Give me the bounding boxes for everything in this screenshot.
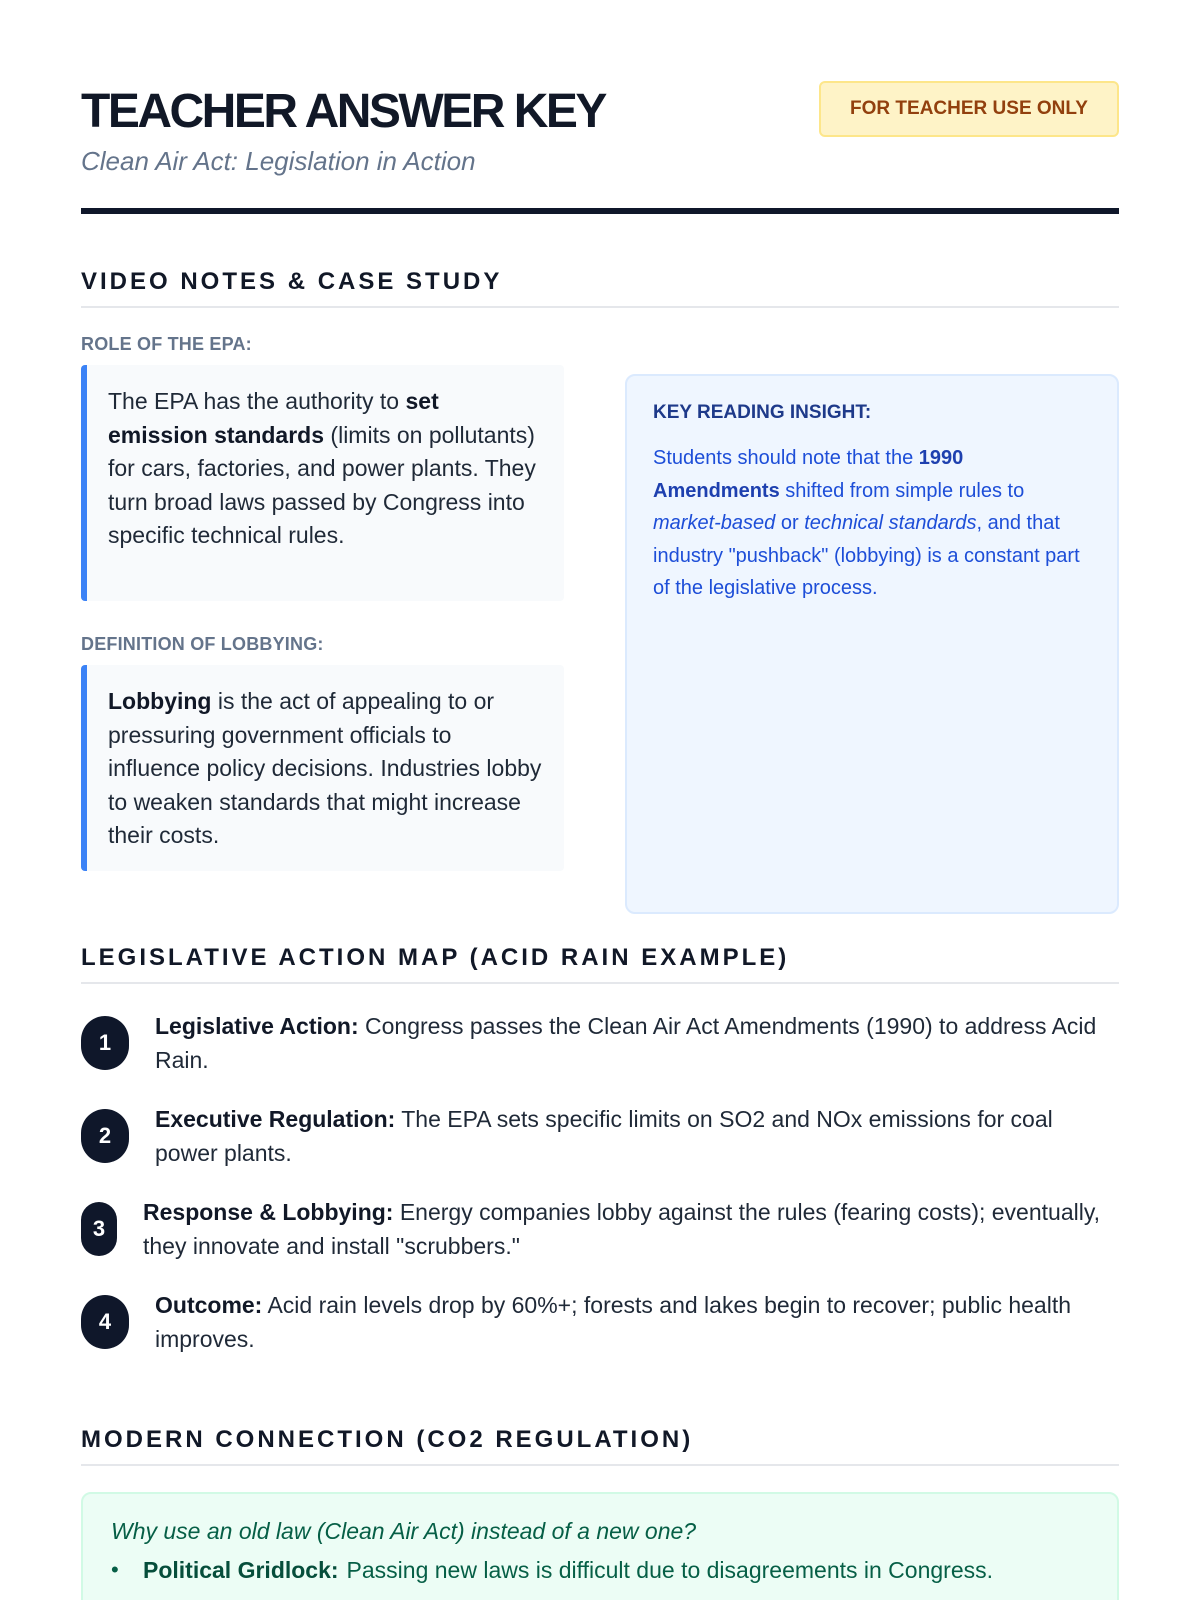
map-step [81, 1196, 1119, 1263]
epa-text-bold: set emission standards [108, 388, 439, 448]
lobbying-text-bold: Lobbying [108, 688, 212, 714]
step-text [143, 1196, 1119, 1263]
step-text [155, 1010, 1119, 1077]
page-title: TEACHER ANSWER KEY [81, 85, 605, 138]
step-text [155, 1103, 1119, 1170]
insight-italic-1: market-based [653, 512, 776, 534]
list-item-label: Political Gridlock: [143, 1557, 339, 1583]
step-text [155, 1289, 1119, 1356]
insight-text [653, 442, 1091, 605]
list-item-text: Passing new laws is difficult due to disagreements in Congress. [346, 1557, 994, 1583]
insight-bold-1: 1990 Amendments [653, 447, 964, 502]
header [81, 0, 1119, 214]
map-step [81, 1010, 1119, 1077]
map-step [81, 1103, 1119, 1170]
video-notes-title: VIDEO NOTES & CASE STUDY [81, 268, 1119, 308]
step-label: Outcome: [155, 1292, 263, 1318]
lobbying-note [81, 665, 564, 871]
step-number: 4 [81, 1295, 129, 1349]
modern-connection-box [81, 1492, 1119, 1600]
epa-text-start: The EPA has the authority to [108, 388, 406, 414]
epa-block [81, 334, 564, 601]
epa-label: ROLE OF THE EPA: [81, 334, 252, 354]
step-number: 1 [81, 1016, 129, 1070]
teacher-only-badge: FOR TEACHER USE ONLY [819, 81, 1119, 137]
step-description: The EPA sets specific limits on SO2 and NOx emissions for coal power plants. [155, 1106, 1053, 1166]
video-notes-columns [81, 308, 1119, 868]
step-label: Legislative Action: [155, 1013, 359, 1039]
lobbying-label: DEFINITION OF LOBBYING: [81, 634, 324, 654]
modern-connection-section [81, 1426, 1119, 1600]
header-divider [81, 208, 1119, 214]
bullet-icon: • [111, 1557, 119, 1582]
epa-note [81, 365, 564, 601]
step-number: 2 [81, 1109, 129, 1163]
map-step [81, 1289, 1119, 1356]
step-description: Congress passes the Clean Air Act Amendments (1990) to address Acid Rain. [155, 1013, 1097, 1073]
modern-connection-title: MODERN CONNECTION (CO2 REGULATION) [81, 1426, 1119, 1466]
insight-italic-2: technical standards [804, 512, 977, 534]
lobbying-block [81, 634, 564, 871]
step-number: 3 [81, 1202, 117, 1256]
step-description: Energy companies lobby against the rules (fearing costs); eventually, they innovate and install "scrubbers." [143, 1199, 1101, 1259]
modern-question: Why use an old law (Clean Air Act) instead of a new one? [111, 1518, 697, 1544]
action-map-title: LEGISLATIVE ACTION MAP (ACID RAIN EXAMPLE) [81, 944, 1119, 984]
insight-text-1: Students should note that the [653, 447, 919, 469]
page-subtitle: Clean Air Act: Legislation in Action [81, 146, 476, 176]
list-item [111, 1557, 1089, 1584]
step-label: Response & Lobbying: [143, 1199, 394, 1225]
insight-title: KEY READING INSIGHT: [653, 402, 872, 423]
step-label: Executive Regulation: [155, 1106, 396, 1132]
insight-text-4: , and that industry "pushback" (lobbying) is a constant part of the legislative process. [653, 512, 1080, 599]
insight-text-2: shifted from simple rules to [779, 479, 1025, 502]
epa-text-end: (limits on pollutants) for cars, factories, and power plants. They turn broad laws passed by Congress into specific technical rules. [108, 421, 536, 548]
insight-text-3: or [775, 512, 805, 534]
video-notes-section [81, 268, 1119, 868]
step-description: Acid rain levels drop by 60%+; forests and lakes begin to recover; public health improves. [155, 1292, 1072, 1352]
action-map-section [81, 944, 1119, 1352]
key-insight-box [625, 374, 1119, 914]
lobbying-text: is the act of appealing to or pressuring government officials to influence policy decisions. Industries lobby to weaken standards that might increase their costs. [108, 688, 542, 848]
